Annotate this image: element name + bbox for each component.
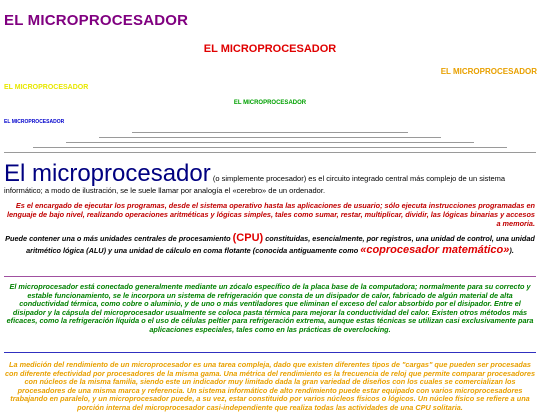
cpu-text-part1: Puede contener una o más unidades centrales de procesamiento — [5, 234, 233, 243]
horizontal-rule — [66, 142, 474, 143]
separator-purple — [4, 276, 536, 277]
horizontal-rule — [33, 147, 507, 148]
page-title: EL MICROPROCESADOR — [4, 12, 189, 29]
cpu-text-part2: constituidas, esencialmente, por registros, una unidad de control, una unidad aritmético lógica (ALU) y una unidad de cálculo en coma flotante (conocida antiguamente como — [26, 234, 535, 255]
horizontal-rule — [132, 132, 408, 133]
horizontal-rule — [99, 137, 441, 138]
coprocessor-highlight: «coprocesador matemático» — [360, 243, 510, 256]
intro-paragraph — [4, 162, 536, 196]
heading-green: EL MICROPROCESADOR — [233, 100, 307, 106]
heading-red: EL MICROPROCESADOR — [203, 43, 337, 55]
horizontal-rule — [4, 152, 536, 153]
paragraph-cpu — [4, 233, 536, 256]
paragraph-instructions: Es el encargado de ejecutar los programas, desde el sistema operativo hasta las aplicaciones de usuario; sólo ejecuta instrucciones programadas en lenguaje de bajo nivel, realizando operaciones aritméticas y lógicas simples, tales como sumar, restar, multiplicar, dividir, las lógicas binarias y accesos a memoria. — [6, 201, 535, 229]
paragraph-cooling: El microprocesador está conectado generalmente mediante un zócalo específico de la placa base de la computadora; normalmente para su correcto y estable funcionamiento, se le incorpora un sistema de refrigeración que consta de un disipador de calor, fabricado de algún material de alta conductividad térmica, como cobre o aluminio, y de uno o más ventiladores que eliminan el exceso del calor absorbido por el disipador. Entre el disipador y la cápsula del microprocesador usualmente se coloca pasta térmica para mejorar la conductividad del calor. Existen otros métodos más eficaces, como la refrigeración líquida o el uso de células peltier para refrigeración extrema, aunque estas técnicas se utilizan casi exclusivamente para aplicaciones especiales, tales como en las prácticas de overclocking. — [6, 282, 534, 334]
separator-blue — [4, 352, 536, 353]
cpu-highlight: (CPU) — [232, 232, 264, 244]
heading-yellow: EL MICROPROCESADOR — [4, 84, 89, 91]
heading-orange: EL MICROPROCESADOR — [440, 67, 537, 76]
cpu-text-part3: ). — [509, 245, 514, 255]
paragraph-performance: La medición del rendimiento de un microprocesador es una tarea compleja, dado que existen diferentes tipos de "cargas" que pueden ser procesadas con diferente efectividad por procesadores de la misma gama. Una métrica del rendimiento es la frecuencia de reloj que permite comparar procesadores con núcleos de la misma familia, siendo este un indicador muy limitado dada la gran variedad de diseños con los cuales se comercializan los procesadores de una misma marca y referencia. Un sistema informático de alto rendimiento puede estar equipado con varios microprocesadores trabajando en paralelo, y un microprocesador puede, a su vez, estar constituido por varios núcleos físicos o lógicos. Un núcleo físico se refiere a una porción interna del microprocesador casi-independiente que realiza todas las actividades de una CPU solitaria. — [4, 360, 536, 412]
intro-text: (o simplemente procesador) es el circuito integrado central más complejo de un sistema informático; a modo de ilustración, se le suele llamar por analogía el «cerebro» de un ordenador. — [4, 174, 506, 195]
heading-blue: EL MICROPROCESADOR — [4, 119, 65, 125]
intro-title: El microprocesador — [4, 160, 211, 187]
